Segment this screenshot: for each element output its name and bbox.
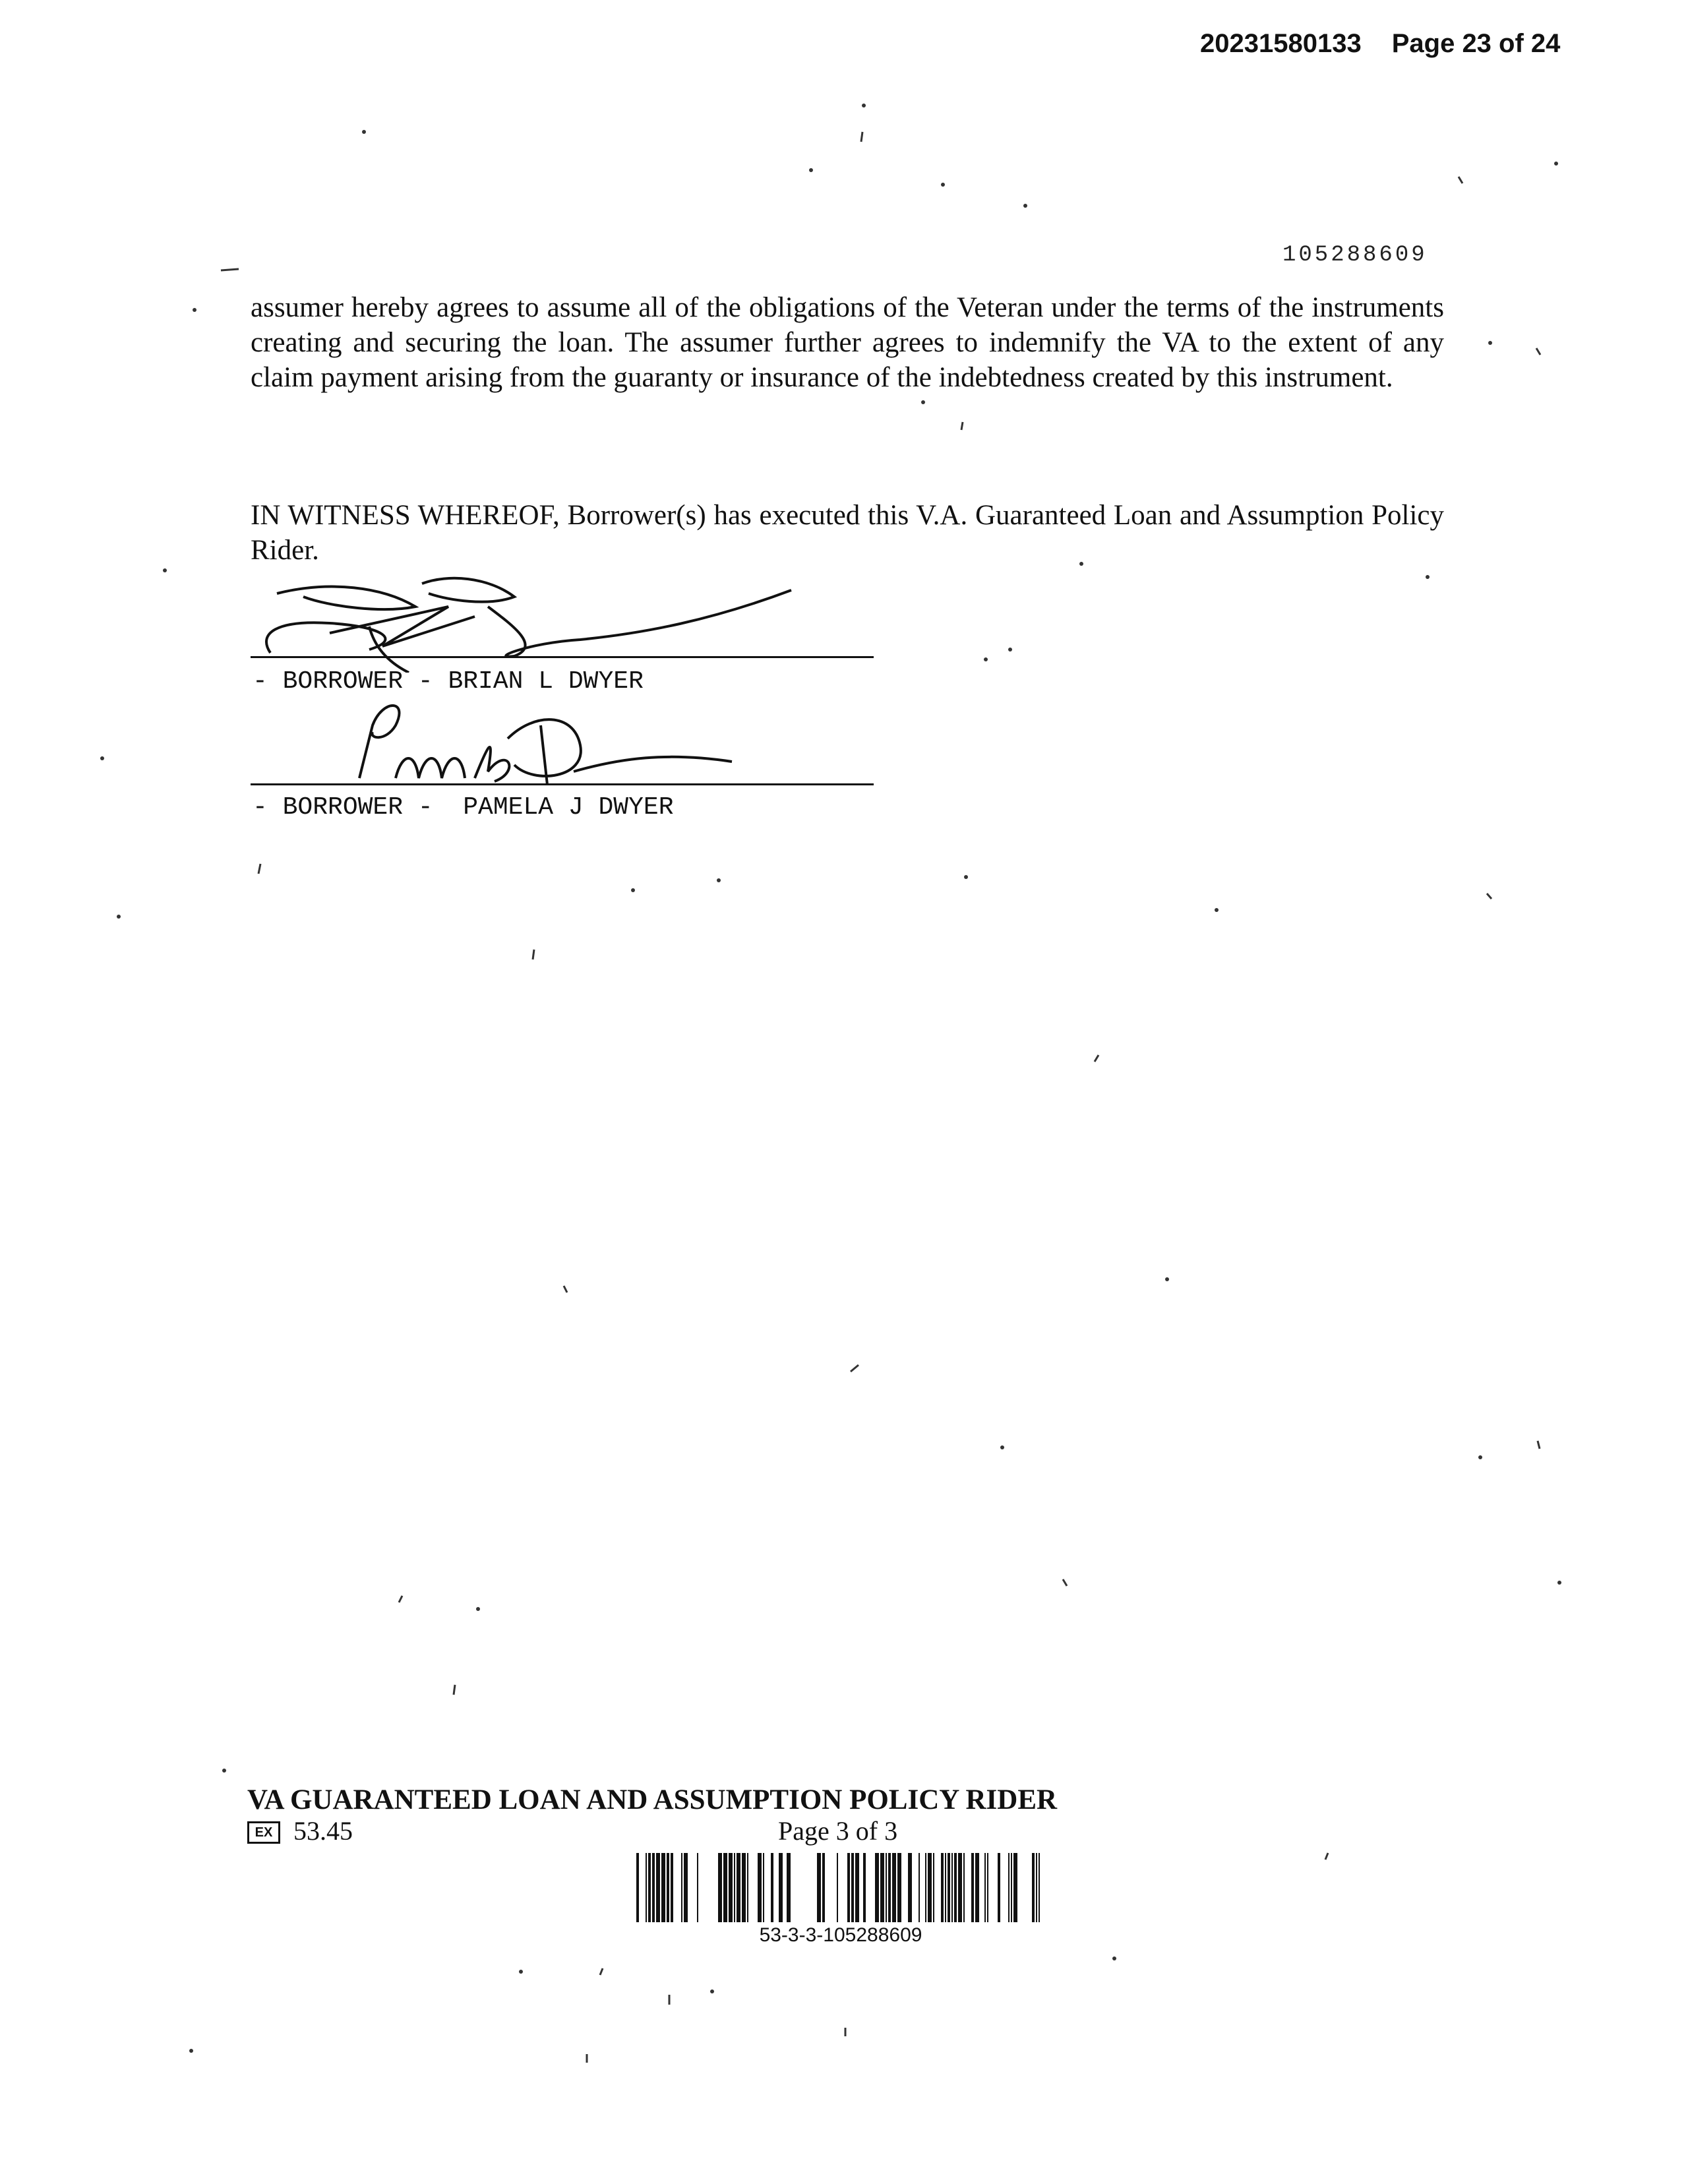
barcode-bar [1011,1853,1012,1922]
barcode-bar [945,1853,946,1922]
barcode-bar [646,1853,647,1922]
barcode-bar [763,1853,764,1922]
signature-line-2 [251,783,874,785]
barcode-bar [822,1853,825,1922]
page-header [1200,29,1609,59]
barcode-bar [742,1853,746,1922]
barcode-bar [958,1853,962,1922]
barcode-bar [1032,1853,1035,1922]
barcode-bar [667,1853,669,1922]
barcode-bar [681,1853,682,1922]
barcode-bar [718,1853,722,1922]
barcode-bar [1039,1853,1040,1922]
barcode-bar [697,1853,698,1922]
recording-number: 20231580133 [1200,29,1362,58]
form-number: 53.45 [293,1816,353,1846]
barcode-bar [723,1853,727,1922]
barcode-bar [779,1853,783,1922]
page-counter: Page 23 of 24 [1391,29,1561,58]
barcode-bar [817,1853,821,1922]
barcode-bar [987,1853,988,1922]
assumption-paragraph: assumer hereby agrees to assume all of the obligations of the Veteran under the terms of the instruments creating and securing the loan. The assumer further agrees to indemnify the VA to the extent of any claim payment arising from the guaranty or insurance of the indebtedness created by this instrument. [251,292,1444,393]
barcode [636,1853,1045,1922]
barcode-bar [1008,1853,1010,1922]
barcode-bar [925,1853,926,1922]
witness-paragraph: IN WITNESS WHEREOF, Borrower(s) has executed this V.A. Guaranteed Loan and Assumption Policy Rider. [251,500,1444,566]
barcode-bar [684,1853,688,1922]
barcode-bar [954,1853,957,1922]
barcode-bar [855,1853,859,1922]
barcode-bar [880,1853,884,1922]
barcode-bar [951,1853,953,1922]
barcode-bar [1036,1853,1037,1922]
barcode-bar [886,1853,887,1922]
barcode-bar [998,1853,1000,1922]
barcode-bar [648,1853,651,1922]
barcode-bar [919,1853,920,1922]
barcode-bar [963,1853,965,1922]
borrower-label-2: - BORROWER - PAMELA J DWYER [253,793,674,822]
barcode-bar [671,1853,673,1922]
barcode-bar [851,1853,854,1922]
borrower-label-1: - BORROWER - BRIAN L DWYER [253,667,644,696]
barcode-bar [837,1853,838,1922]
barcode-bar [636,1853,639,1922]
barcode-bar [984,1853,986,1922]
form-icon: EX [247,1821,280,1844]
rider-page-number: Page 3 of 3 [778,1816,898,1846]
rider-title: VA GUARANTEED LOAN AND ASSUMPTION POLICY RIDER [247,1784,1058,1815]
barcode-bar [888,1853,891,1922]
barcode-bar [729,1853,733,1922]
barcode-bar [661,1853,665,1922]
barcode-bar [652,1853,655,1922]
barcode-bar [847,1853,850,1922]
barcode-bar [737,1853,740,1922]
barcode-bar [971,1853,974,1922]
barcode-bar [758,1853,762,1922]
barcode-bar [771,1853,773,1922]
barcode-bar [875,1853,879,1922]
barcode-bar [734,1853,735,1922]
barcode-bar [908,1853,912,1922]
barcode-bar [747,1853,748,1922]
loan-number: 105288609 [1282,243,1428,268]
barcode-bar [933,1853,934,1922]
barcode-bar [928,1853,932,1922]
barcode-bar [892,1853,896,1922]
barcode-bar [948,1853,950,1922]
barcode-bar [975,1853,979,1922]
barcode-bar [897,1853,901,1922]
signature-line-1 [251,656,874,658]
barcode-bar [863,1853,866,1922]
barcode-bar [656,1853,660,1922]
barcode-bar [787,1853,791,1922]
barcode-bar [941,1853,944,1922]
barcode-number: 53-3-3-105288609 [759,1924,922,1946]
borrower-signature-2 [310,686,758,798]
barcode-bar [1013,1853,1017,1922]
